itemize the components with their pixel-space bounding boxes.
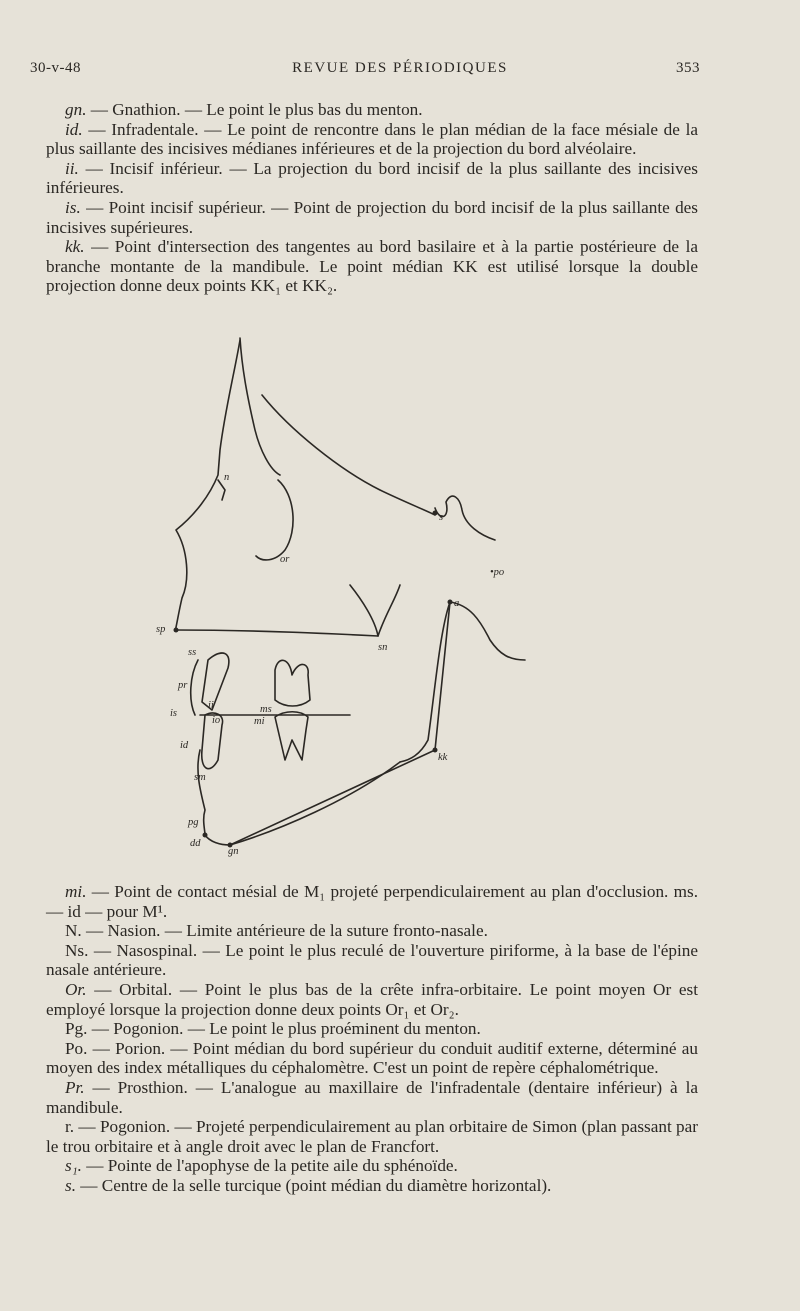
definition-is: is. — Point incisif supérieur. — Point de projection du bord incisif de la plus saillante des incisives supérieures. [46,197,698,237]
definition-ns: Ns. — Nasospinal. — Le point le plus reculé de l'ouverture piriforme, à la base de l'épine nasale antérieure. [46,940,698,980]
upper-incisor [202,653,229,710]
cranial-base-line [262,395,435,515]
definition-r: r. — Pogonion. — Projeté perpendiculairement au plan orbitaire de Simon (plan passant par le trou orbitaire et à angle droit avec le plan de Francfort. [46,1117,698,1156]
label-or: or [280,554,290,565]
label-s: s [439,512,444,523]
running-title: REVUE DES PÉRIODIQUES [292,60,508,76]
definition-kk: kk. — Point d'intersection des tangentes au bord basilaire et à la partie postérieure de la branche montante de la mandibule. Le point médian KK est utilisé lorsque la double projection donne deux points KK₁ et KK₂. [46,237,698,296]
cephalometric-tracing [150,330,580,860]
label-po: •po [490,567,505,578]
label-ms: ms [260,704,272,715]
upper-molar [275,660,310,706]
definition-n: N. — Nasion. — Limite antérieure de la suture fronto-nasale. [65,921,488,941]
label-is: is [170,708,178,719]
label-id: id [180,740,189,751]
definition-pg: Pg. — Pogonion. — Le point le plus proéminent du menton. [65,1019,481,1039]
definitions-top [46,100,698,296]
page-number: 353 [676,60,700,76]
label-kk: kk [438,752,448,763]
sella-turcica [435,496,495,540]
label-ii: ii [208,700,214,711]
label-pg: pg [188,817,199,828]
page-header-date: 30-v-48 [30,60,81,76]
label-sm: sm [194,772,206,783]
label-io: io [212,715,221,726]
definition-po: Po. — Porion. — Point médian du bord supérieur du conduit auditif externe, déterminé au moyen des index métalliques du céphalomètre. C'est un point de repère céphalométrique. [46,1038,698,1078]
mandible-ramus [450,602,525,660]
orbit-outline [256,480,293,560]
label-dd: dd [190,838,201,849]
definition-or: Or. — Orbital. — Point le plus bas de la crête infra-orbitaire. Le point moyen Or est employé lorsque la projection donne deux points Or₁ et Or₂. [46,979,698,1019]
label-sp: sp [156,624,166,635]
definition-ii: ii. — Incisif inférieur. — La projection du bord incisif de la plus saillante des incisives inférieures. [46,158,698,198]
definitions-bottom [46,882,698,1196]
definition-id: id. — Infradentale. — Le point de rencontre dans le plan médian de la face mésiale de la plus saillante des incisives médianes inférieures et de la projection du bord alvéolaire. [46,119,698,159]
pterygoid-lines [350,585,400,636]
label-a: a [454,598,460,609]
profile-line [240,338,280,475]
definition-gn: gn. — Gnathion. — Le point le plus bas du menton. [65,100,423,119]
definition-s: s. — Centre de la selle turcique (point médian du diamètre horizontal). [65,1175,552,1195]
label-sn: sn [378,642,388,653]
cephalometric-figure [150,330,580,860]
label-gn: gn [228,846,239,857]
label-pr: pr [178,680,188,691]
lower-molar [275,712,308,760]
definition-pr: Pr. — Prosthion. — L'analogue au maxillaire de l'infradentale (dentaire inférieur) à la mandibule. [46,1077,698,1117]
palatal-plane [176,630,378,636]
label-ss: ss [188,647,197,658]
label-mi: mi [254,716,265,727]
nasal-bone [218,480,225,500]
label-n: n [224,472,230,483]
definition-s1: s₁. — Pointe de l'apophyse de la petite aile du sphénoïde. [65,1156,458,1176]
definition-mi: mi. — Point de contact mésial de M₁ projeté perpendiculairement au plan d'occlusion. ms. — id — pour M¹. [46,882,698,921]
